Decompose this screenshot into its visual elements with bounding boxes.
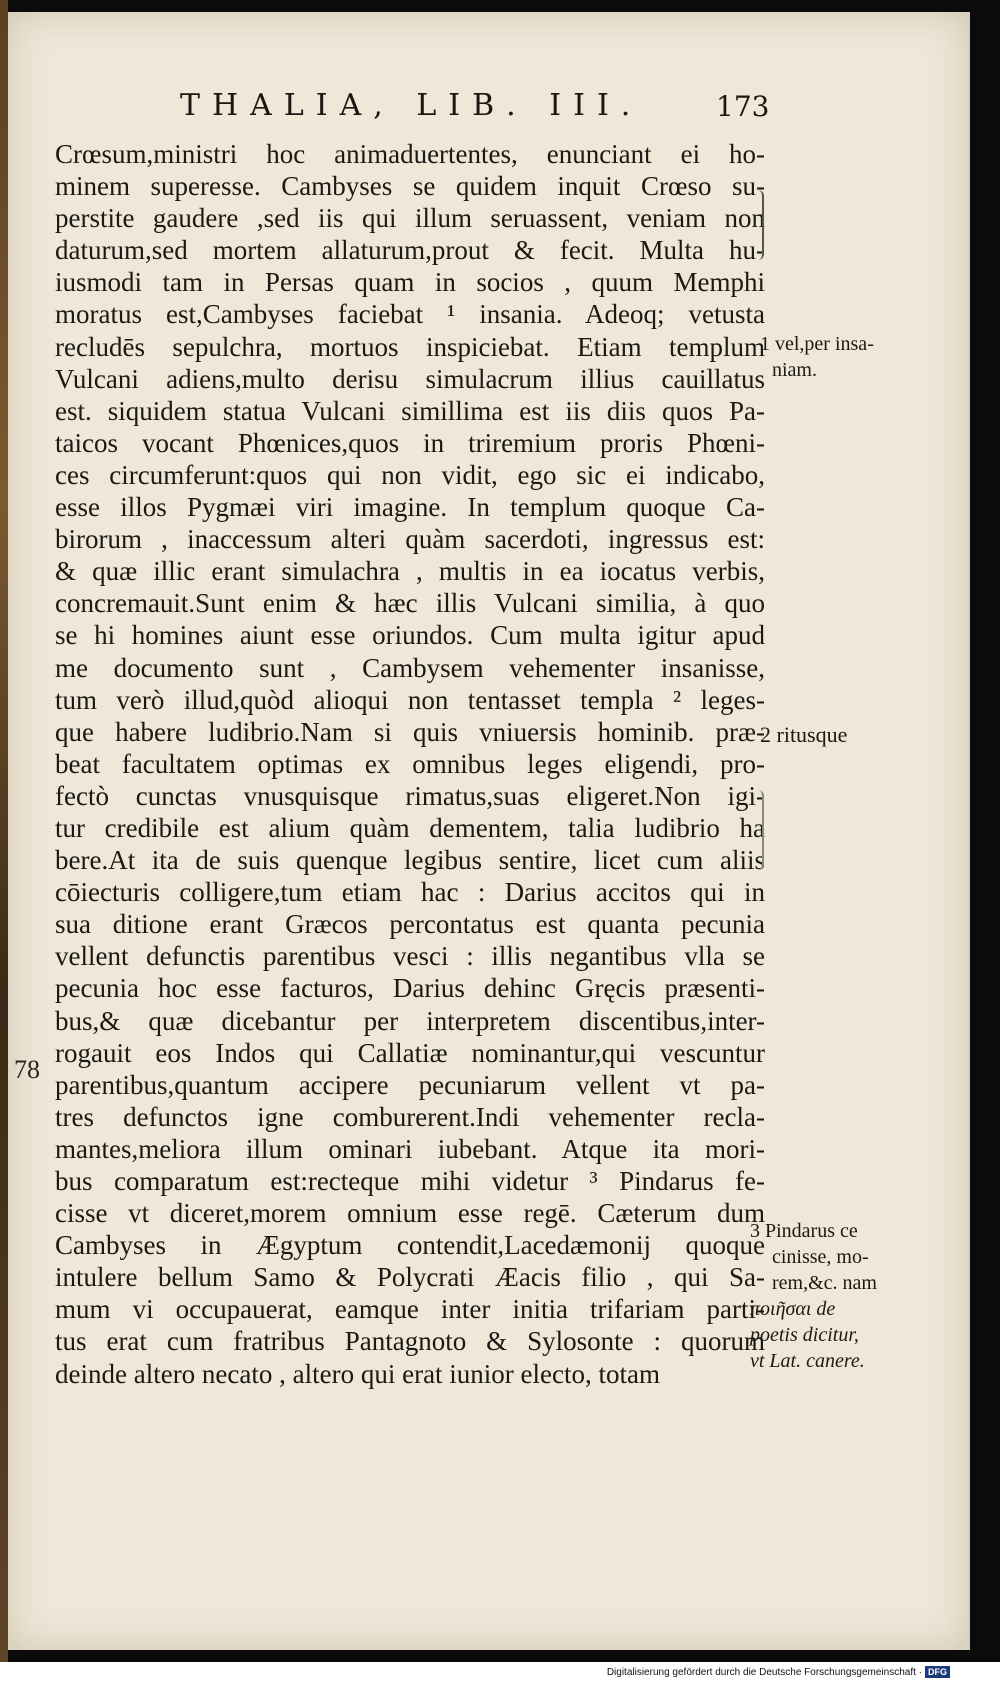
text-line: se hi homines aiunt esse oriundos. Cum multa igitur apud xyxy=(55,620,765,651)
note-3-line-2: cinisse, mo- xyxy=(772,1246,869,1268)
text-line: fectò cunctas vnusquisque rimatus,suas eligeret.Non igi- xyxy=(55,780,765,811)
text-line: bus comparatum est:recteque mihi videtur ³ Pindarus fe- xyxy=(55,1166,765,1196)
note-3-line-4: ποιῆσαι de xyxy=(750,1298,836,1320)
text-line: est. siquidem statua Vulcani simillima est iis diis quos Pa- xyxy=(55,395,765,426)
text-line: tres defunctos igne comburerent.Indi vehementer recla- xyxy=(55,1101,765,1132)
text-line: tur credibile est alium quàm dementem, talia ludibrio ha xyxy=(55,812,765,843)
text-line: concremauit.Sunt enim & hæc illis Vulcani similia, à quo xyxy=(55,588,765,619)
text-line: vellent defunctis parentibus vesci : illis negantibus vlla se xyxy=(55,941,765,972)
text-line: birorum , inaccessum alteri quàm sacerdoti, ingressus est: xyxy=(55,524,765,555)
note-3-line-5: poetis dicitur, xyxy=(750,1324,859,1346)
text-line: intulere bellum Samo & Polycrati Æacis filio , qui Sa- xyxy=(55,1262,765,1293)
text-line: sua ditione erant Græcos percontatus est quanta pecunia xyxy=(55,909,765,940)
text-line: Vulcani adiens,multo derisu simulacrum illius cauillatus xyxy=(55,363,765,394)
text-line: minem superesse. Cambyses se quidem inquit Crœso su- xyxy=(55,171,765,202)
text-line: me documento sunt , Cambysem vehementer insanisse, xyxy=(55,652,765,683)
footer-credit: Digitalisierung gefördert durch die Deutsche Forschungsgemeinschaft · xyxy=(606,1667,922,1678)
note-3-line-1: 3 Pindarus ce xyxy=(750,1220,858,1242)
note-1-line-2: niam. xyxy=(772,359,817,381)
text-line: perstite gaudere ,sed iis qui illum seruassent, veniam non xyxy=(55,203,765,234)
margin-line-marker: 78 xyxy=(14,1055,40,1084)
marginal-note-3 xyxy=(750,1218,877,1374)
page-number: 173 xyxy=(716,90,770,123)
text-line: deinde altero necato , altero qui erat iunior electo, totam xyxy=(55,1358,660,1389)
text-line: daturum,sed mortem allaturum,prout & fecit. Multa hu- xyxy=(55,235,765,266)
margin-bracket-lower xyxy=(756,790,764,870)
text-line: que habere ludibrio.Nam si quis vniuersis hominib. præ- xyxy=(55,716,765,747)
text-line: moratus est,Cambyses faciebat ¹ insania. Adeoq; vetusta xyxy=(55,299,765,330)
text-line: iusmodi tam in Persas quam in socios , quum Memphi xyxy=(55,267,765,298)
text-line: rogauit eos Indos qui Callatiæ nominantur,qui vescuntur xyxy=(55,1037,765,1068)
note-1-line-1: 1 vel,per insa- xyxy=(760,333,874,355)
text-line: cōiecturis colligere,tum etiam hac : Darius accitos qui in xyxy=(55,877,765,908)
text-line: mantes,meliora illum ominari iubebant. Atque ita mori- xyxy=(55,1133,765,1164)
text-line: parentibus,quantum accipere pecuniarum vellent vt pa- xyxy=(55,1069,765,1100)
text-line: ces circumferunt:quos qui non vidit, ego sic ei indicabo, xyxy=(55,459,765,490)
text-line: tum verò illud,quòd alioqui non tentasset templa ² leges- xyxy=(55,684,765,715)
body-text xyxy=(55,138,765,1390)
text-line: bus,& quæ dicebantur per interpretem discentibus,inter- xyxy=(55,1005,765,1036)
text-line: mum vi occupauerat, eamque inter initia trifariam parti- xyxy=(55,1294,765,1325)
text-line: Cambyses in Ægyptum contendit,Lacedæmonij quoque xyxy=(55,1230,765,1261)
text-line: cisse vt diceret,morem omnium esse regē. Cæterum dum xyxy=(55,1198,765,1229)
text-line: recludēs sepulchra, mortuos inspiciebat. Etiam templum xyxy=(55,331,765,362)
text-line: beat facultatem optimas ex omnibus leges eligendi, pro- xyxy=(55,748,765,779)
scan-edge-strip xyxy=(0,0,8,1662)
text-line: esse illos Pygmæi viri imagine. In templum quoque Ca- xyxy=(55,492,765,523)
margin-bracket-upper xyxy=(756,190,764,260)
text-line: pecunia hoc esse facturos, Darius dehinc Gręcis præsenti- xyxy=(55,973,765,1004)
marginal-note-2: 2 ritusque xyxy=(760,722,848,747)
text-line: & quæ illic erant simulachra , multis in ea iocatus verbis, xyxy=(55,556,765,587)
note-3-line-3: rem,&c. nam xyxy=(772,1272,877,1294)
text-line: taicos vocant Phœnices,quos in triremium proris Phœni- xyxy=(55,427,765,458)
text-line: Crœsum,ministri hoc animaduertentes, enunciant ei ho- xyxy=(55,139,765,169)
note-3-line-6: vt Lat. canere. xyxy=(750,1350,865,1372)
text-line: tus erat cum fratribus Pantagnoto & Sylosonte : quorum xyxy=(55,1326,765,1357)
dfg-logo: DFG xyxy=(925,1666,950,1678)
marginal-note-1 xyxy=(760,331,874,383)
running-head: THALIA, LIB. III. xyxy=(180,88,643,123)
text-line: bere.At ita de suis quenque legibus sentire, licet cum aliis xyxy=(55,845,765,876)
